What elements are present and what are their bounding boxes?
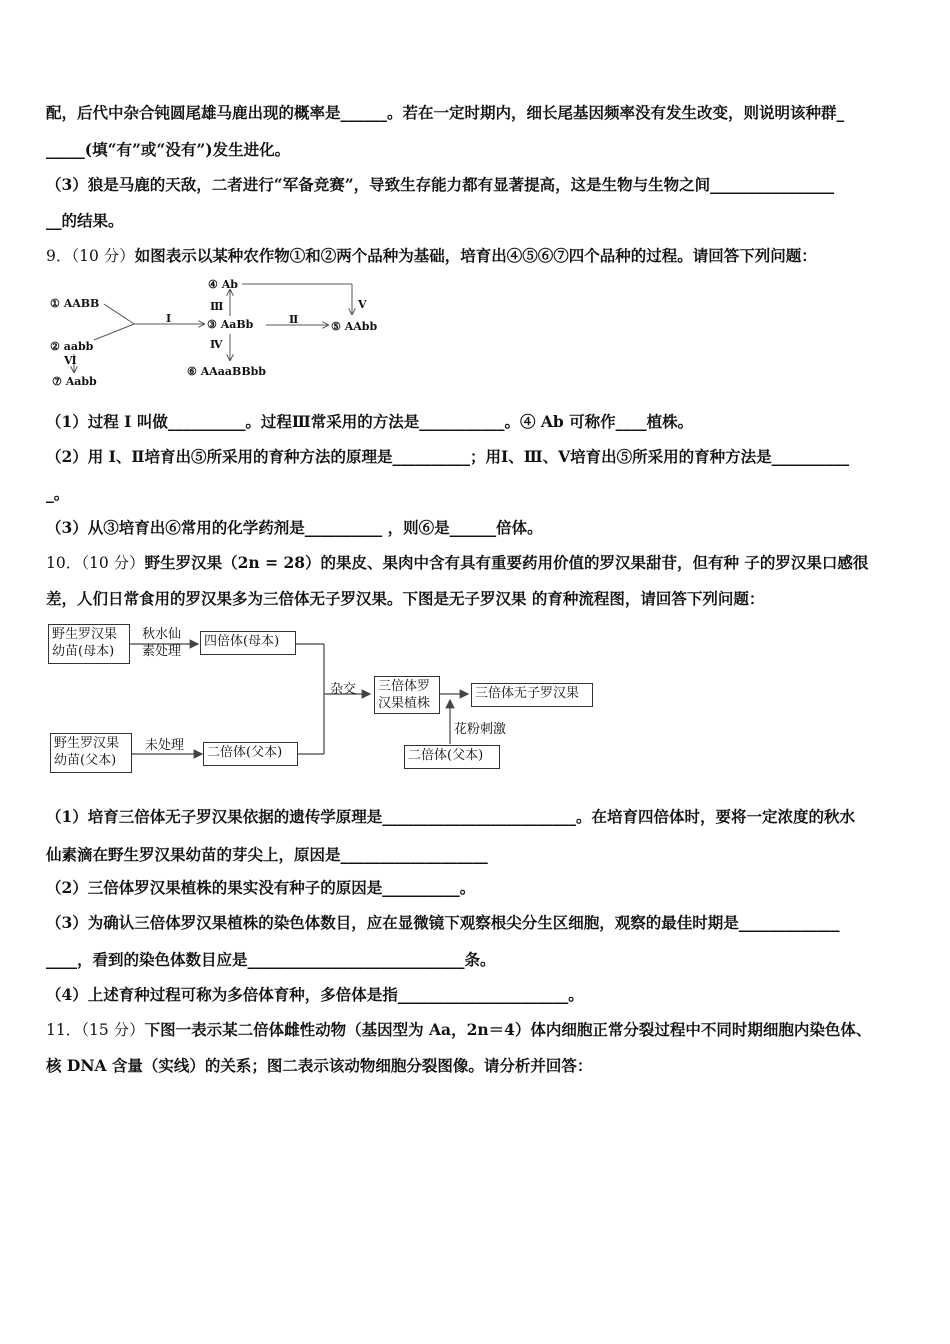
question-9 [46,246,817,266]
process-6-label: Ⅵ [64,354,77,367]
text-line: ____，看到的染色体数目应是____________________________条。 [46,950,496,969]
triploid-plant-box: 三倍体罗汉果植株 [374,676,440,714]
seedless-flow-diagram [46,620,606,785]
text-line: _。 [46,484,70,503]
text-line: （3）从③培育出⑥常用的化学药剂是__________ ，则⑥是______倍体。 [46,518,543,537]
genotype-2: ② aabb [50,340,94,353]
process-2-label: Ⅱ [289,313,299,326]
question-10 [46,553,868,573]
genotype-5: ⑤ AAbb [331,320,378,333]
genotype-6: ⑥ AAaaBBbb [187,365,266,378]
text-line: 差，人们日常食用的罗汉果多为三倍体无子罗汉果。下图是无子罗汉果 的育种流程图，请回答下列问题： [46,589,765,608]
pollen-stimulus-label: 花粉刺激 [454,722,507,737]
wild-seedling-mother-box: 野生罗汉果幼苗(母本) [48,624,130,664]
process-3-label: Ⅲ [210,300,224,313]
text-line: _____(填“有”或“没有”)发生进化。 [46,140,291,159]
text-line: 仙素滴在野生罗汉果幼苗的芽尖上，原因是___________________ [46,845,488,864]
untreated-label: 未处理 [145,738,185,753]
text-line: 核 DNA 含量（实线）的关系；图二表示该动物细胞分裂图像。请分析并回答： [46,1056,593,1075]
process-5-label: Ⅴ [358,298,367,311]
process-1-label: I [166,312,172,325]
text-line: （3）为确认三倍体罗汉果植株的染色体数目，应在显微镜下观察根尖分生区细胞，观察的最佳时期是_____________ [46,913,840,932]
breeding-diagram [46,276,406,391]
genotype-7: ⑦ Aabb [52,375,97,388]
question-number: 9．（10 分） [46,247,135,265]
text-line: （1）过程 I 叫做__________。过程Ⅲ常采用的方法是___________。④ Ab 可称作____植株。 [46,412,694,431]
colchicine-label: 秋水仙素处理 [142,627,182,659]
text-line: （1）培育三倍体无子罗汉果依据的遗传学原理是_________________________。在培育四倍体时，要将一定浓度的秋水 [46,807,856,826]
question-11 [46,1020,871,1040]
text-line: 配，后代中杂合钝圆尾雄马鹿出现的概率是______。若在一定时期内，细长尾基因频率没有发生改变，则说明该种群_ [46,103,845,122]
genotype-4: ④ Ab [208,278,238,291]
cross-label: 杂交 [330,682,357,697]
text-line: __的结果。 [46,211,124,230]
tetraploid-mother-box: 四倍体(母本) [200,631,296,655]
text-line: （4）上述育种过程可称为多倍体育种，多倍体是指______________________。 [46,985,584,1004]
text-line: （2）用 I、Ⅱ培育出⑤所采用的育种方法的原理是__________；用Ⅰ、Ⅲ、Ⅴ培育出⑤所采用的育种方法是__________ [46,447,850,466]
genotype-3: ③ AaBb [207,318,254,331]
genotype-1: ① AABB [50,297,100,310]
question-number: 11．（15 分） [46,1021,145,1039]
question-number: 10．（10 分） [46,554,145,572]
seedless-fruit-box: 三倍体无子罗汉果 [471,683,593,707]
text-line: （2）三倍体罗汉果植株的果实没有种子的原因是__________。 [46,878,476,897]
diploid-father-box-2: 二倍体(父本) [404,745,500,769]
process-4-label: Ⅳ [210,338,223,351]
question-text: 如图表示以某种农作物①和②两个品种为基础，培育出④⑤⑥⑦四个品种的过程。请回答下列问题： [134,246,817,265]
question-text: 下图一表示某二倍体雌性动物（基因型为 Aa，2n＝4）体内细胞正常分裂过程中不同时期细胞内染色体、 [144,1020,872,1039]
diploid-father-box: 二倍体(父本) [203,742,298,766]
wild-seedling-father-box: 野生罗汉果幼苗(父本) [50,733,132,773]
text-line: （3）狼是马鹿的天敌，二者进行“军备竞赛”，导致生存能力都有显著提高，这是生物与生物之间________________ [46,175,835,194]
question-text: 野生罗汉果（2n = 28）的果皮、果肉中含有具有重要药用价值的罗汉果甜苷，但有种 子的罗汉果口感很 [144,553,869,572]
